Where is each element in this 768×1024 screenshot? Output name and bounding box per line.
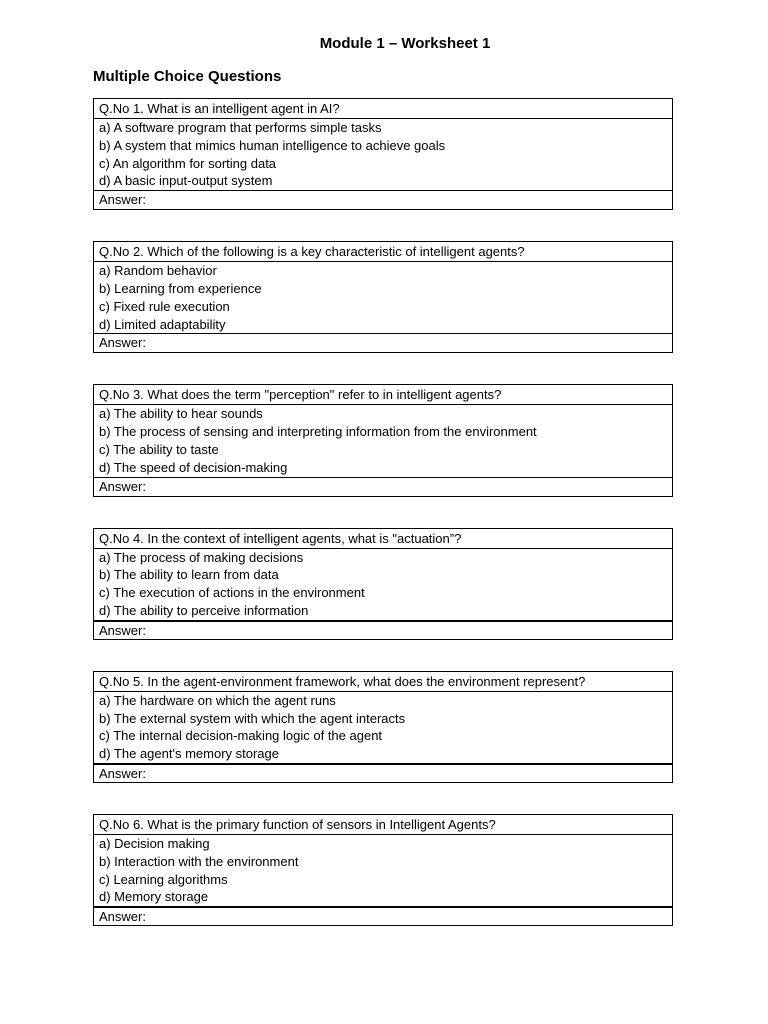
option-b: b) Interaction with the environment: [99, 853, 299, 869]
question-block-2: [93, 241, 673, 353]
options-list: [94, 119, 672, 190]
option-d: d) The speed of decision-making: [99, 459, 288, 475]
question-text: Q.No 4. In the context of intelligent agents, what is "actuation”?: [94, 529, 672, 549]
question-block-3: [93, 384, 673, 496]
options-list: [94, 692, 672, 763]
answer-field: Answer:: [94, 477, 672, 496]
option-a: a) A software program that performs simple tasks: [99, 120, 382, 135]
question-text: Q.No 2. Which of the following is a key characteristic of intelligent agents?: [94, 242, 672, 262]
question-text: Q.No 5. In the agent-environment framework, what does the environment represent?: [94, 672, 672, 692]
option-a: a) The hardware on which the agent runs: [99, 692, 336, 708]
options-list: [94, 549, 672, 620]
question-block-6: [93, 814, 673, 926]
option-d: d) A basic input-output system: [99, 173, 273, 189]
question-text: Q.No 6. What is the primary function of sensors in Intelligent Agents?: [94, 815, 672, 835]
option-c: c) Fixed rule execution: [99, 298, 230, 314]
option-b: b) The external system with which the agent interacts: [99, 710, 406, 726]
option-b: b) The process of sensing and interpreting information from the environment: [99, 424, 537, 440]
section-title: Multiple Choice Questions: [93, 68, 282, 85]
option-c: c) An algorithm for sorting data: [99, 155, 277, 171]
option-a: a) The ability to hear sounds: [99, 406, 263, 422]
option-a: a) Random behavior: [99, 263, 217, 279]
answer-field: Answer:: [94, 906, 672, 925]
option-b: b) The ability to learn from data: [99, 567, 279, 583]
page-title: Module 1 – Worksheet 1: [319, 35, 491, 52]
question-text: Q.No 1. What is an intelligent agent in AI?: [94, 99, 672, 119]
question-block-4: [93, 528, 673, 640]
answer-field: Answer:: [94, 620, 672, 639]
option-c: c) The ability to taste: [99, 441, 219, 457]
option-c: c) The execution of actions in the environment: [99, 585, 365, 601]
question-block-5: [93, 671, 673, 783]
option-d: d) Limited adaptability: [99, 316, 226, 332]
option-b: b) A system that mimics human intelligence to achieve goals: [99, 137, 446, 153]
option-d: d) The ability to perceive information: [99, 602, 309, 618]
options-list: [94, 262, 672, 333]
question-block-1: [93, 98, 673, 210]
option-d: d) The agent's memory storage: [99, 746, 279, 762]
answer-field: Answer:: [94, 190, 672, 209]
option-b: b) Learning from experience: [99, 280, 262, 296]
options-list: [94, 835, 672, 906]
option-a: a) The process of making decisions: [99, 549, 304, 565]
question-text: Q.No 3. What does the term "perception" refer to in intelligent agents?: [94, 385, 672, 405]
options-list: [94, 405, 672, 476]
option-d: d) Memory storage: [99, 889, 209, 905]
answer-field: Answer:: [94, 763, 672, 782]
question-list: [93, 98, 673, 957]
option-a: a) Decision making: [99, 835, 210, 851]
option-c: c) The internal decision-making logic of the agent: [99, 728, 383, 744]
answer-field: Answer:: [94, 333, 672, 352]
option-c: c) Learning algorithms: [99, 871, 228, 887]
